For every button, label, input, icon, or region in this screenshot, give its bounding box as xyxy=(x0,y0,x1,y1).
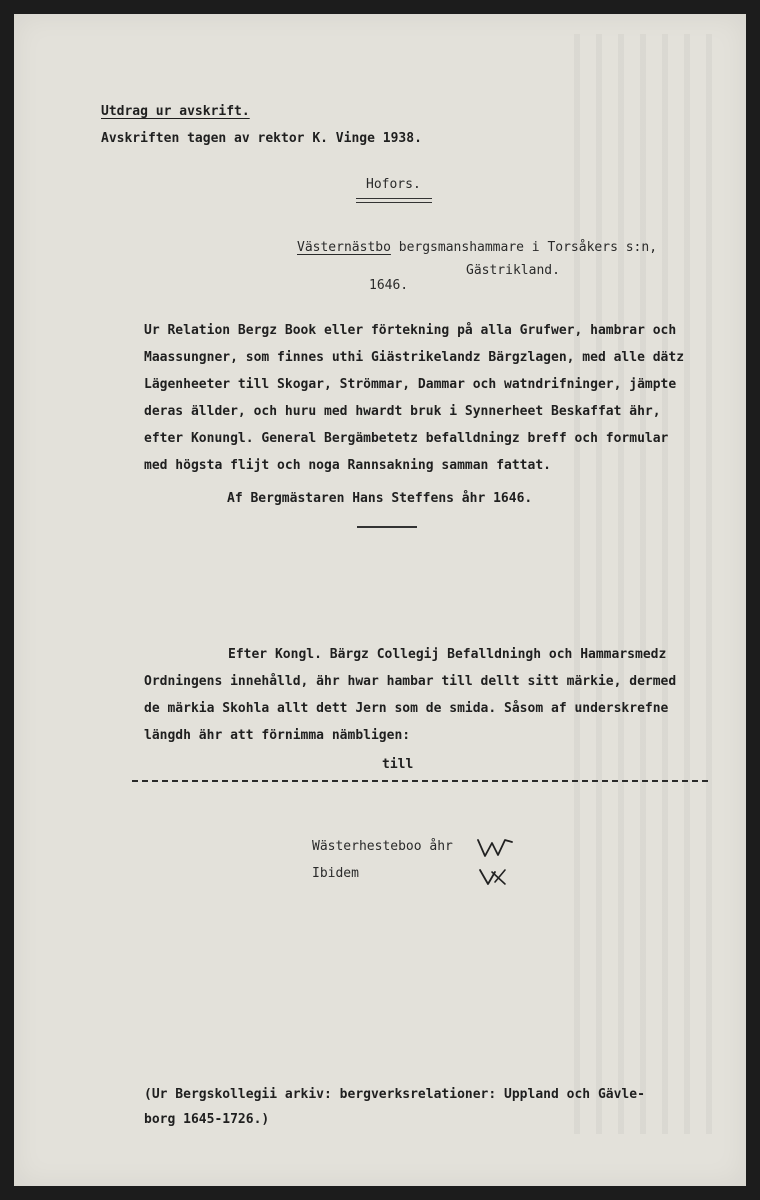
location-line xyxy=(297,240,657,256)
document-subtitle: Avskriften tagen av rektor K. Vinge 1938. xyxy=(101,131,422,146)
quote-author: Af Bergmästaren Hans Steffens åhr 1646. xyxy=(227,491,533,506)
location-rest: bergsmanshammare i Torsåkers s:n, xyxy=(398,240,658,255)
place-double-rule xyxy=(356,198,432,203)
location-name: Västernästbo xyxy=(297,240,391,255)
document-title: Utdrag ur avskrift. xyxy=(101,104,250,119)
mark-label: Wästerhesteboo åhr xyxy=(312,839,453,854)
location-year: 1646. xyxy=(369,278,409,293)
paragraph-line: längdh ähr att förnimma nämbligen: xyxy=(144,728,411,743)
hammer-mark-v-icon xyxy=(478,864,512,888)
dashed-separator xyxy=(132,780,708,782)
paragraph-line: Efter Kongl. Bärgz Collegij Befalldningh och Hammarsmedz xyxy=(228,647,667,662)
hammer-mark-w-icon xyxy=(476,836,516,860)
quote-line: med högsta flijt och noga Rannsakning samman fattat. xyxy=(144,458,551,473)
source-note: borg 1645-1726.) xyxy=(144,1112,270,1127)
quote-line: Ur Relation Bergz Book eller förtekning på alla Grufwer, hambrar och xyxy=(144,323,677,338)
section-divider xyxy=(357,526,417,528)
source-note: (Ur Bergskollegii arkiv: bergverksrelationer: Uppland och Gävle- xyxy=(144,1087,645,1102)
mark-label: Ibidem xyxy=(312,866,359,881)
location-county: Gästrikland. xyxy=(466,263,560,278)
paragraph-line: de märkia Skohla allt dett Jern som de smida. Såsom af underskrefne xyxy=(144,701,669,716)
bleed-through-texture xyxy=(574,34,724,1134)
quote-line: deras ällder, och huru med hwardt bruk i Synnerheet Beskaffat ähr, xyxy=(144,404,661,419)
paragraph-line: Ordningens innehålld, ähr hwar hambar till dellt sitt märkie, dermed xyxy=(144,674,677,689)
quote-line: Maassungner, som finnes uthi Giästrikelandz Bärgzlagen, med alle dätz xyxy=(144,350,685,365)
place-heading: Hofors. xyxy=(366,177,421,192)
till-label: till xyxy=(382,757,414,772)
quote-line: efter Konungl. General Bergämbetetz befalldningz breff och formular xyxy=(144,431,669,446)
quote-line: Lägenheeter till Skogar, Strömmar, Dammar och watndrifninger, jämpte xyxy=(144,377,677,392)
